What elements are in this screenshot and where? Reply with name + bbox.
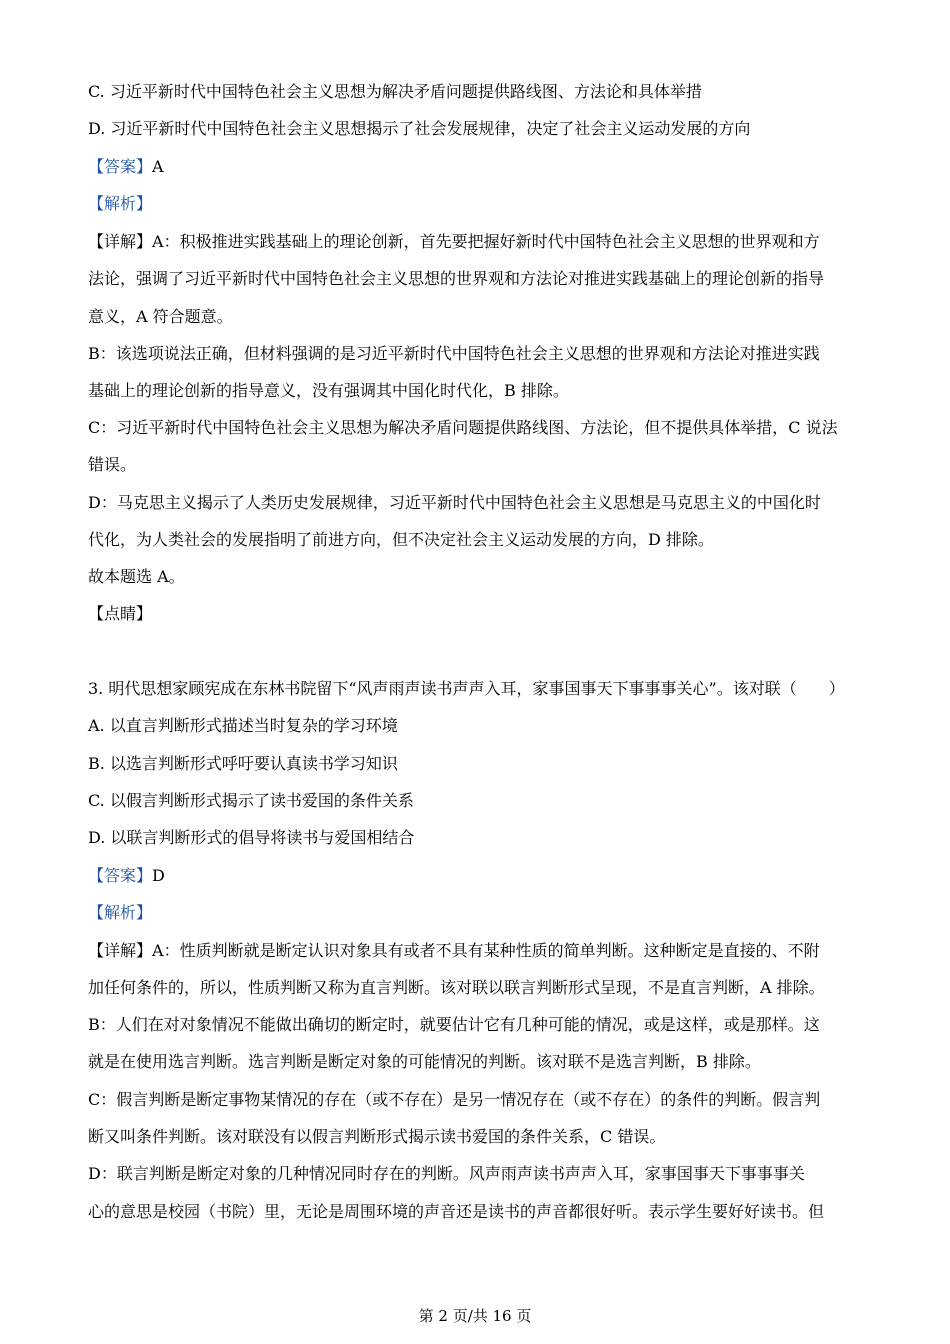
answer-line: [88, 157, 864, 177]
detail-line-6: C：习近平新时代中国特色社会主义思想为解决矛盾问题提供路线图、方法论，但不提供具体举措，C 说法: [88, 418, 838, 437]
q3-detail-text: A：性质判断就是断定认识对象具有或者不具有某种性质的简单判断。这种断定是直接的、不附: [152, 941, 820, 960]
detail-line-9: 代化，为人类社会的发展指明了前进方向，但不决定社会主义运动发展的方向，D 排除。: [88, 530, 714, 549]
detail-text: A：积极推进实践基础上的理论创新，首先要把握好新时代中国特色社会主义思想的世界观和方: [152, 232, 820, 251]
q3-answer-line: [88, 866, 864, 886]
detail-line-10: 故本题选 A。: [88, 567, 185, 586]
detail-line-8: D：马克思主义揭示了人类历史发展规律，习近平新时代中国特色社会主义思想是马克思主义的中国化时: [88, 493, 821, 512]
q3-detail-line-2: 加任何条件的，所以，性质判断又称为直言判断。该对联以联言判断形式呈现，不是直言判断，A 排除。: [88, 978, 825, 997]
q3-detail-line-5: C：假言判断是断定事物某情况的存在（或不存在）是另一情况存在（或不存在）的条件的判断。假言判: [88, 1090, 821, 1109]
q3-detail-line-7: D：联言判断是断定对象的几种情况同时存在的判断。风声雨声读书声声入耳，家事国事天下事事事关: [88, 1164, 805, 1183]
q3-answer-value: D: [152, 866, 165, 885]
q3-option-b: B. 以选言判断形式呼吁要认真读书学习知识: [88, 754, 398, 773]
q3-option-c: C. 以假言判断形式揭示了读书爱国的条件关系: [88, 791, 414, 810]
q3-detail-line-6: 断又叫条件判断。该对联没有以假言判断形式揭示读书爱国的条件关系，C 错误。: [88, 1127, 666, 1146]
q3-detail-line-1: [88, 941, 864, 961]
q3-option-a: A. 以直言判断形式描述当时复杂的学习环境: [88, 716, 398, 735]
detail-line-2: 法论，强调了习近平新时代中国特色社会主义思想的世界观和方法论对推进实践基础上的理论创新的指导: [88, 269, 825, 288]
q3-answer-tag: 【答案】: [88, 866, 153, 885]
detail-line-1: [88, 232, 864, 252]
detail-line-4: B：该选项说法正确，但材料强调的是习近平新时代中国特色社会主义思想的世界观和方法论对推进实践: [88, 344, 820, 363]
question-3-stem: 3. 明代思想家顾宪成在东林书院留下“风声雨声读书声声入耳，家事国事天下事事事关心”。该对联（ ）: [88, 679, 845, 698]
q3-detail-line-4: 就是在使用选言判断。选言判断是断定对象的可能情况的判断。该对联不是选言判断，B 排除。: [88, 1052, 761, 1071]
detail-line-7: 错误。: [88, 455, 137, 474]
q3-detail-line-8: 心的意思是校园（书院）里，无论是周围环境的声音还是读书的声音都很好听。表示学生要好好读书。但: [88, 1202, 825, 1221]
q3-detail-line-3: B：人们在对对象情况不能做出确切的断定时，就要估计它有几种可能的情况，或是这样，或是那样。这: [88, 1015, 820, 1034]
detail-tag: 【详解】: [88, 232, 153, 251]
option-d: D. 习近平新时代中国特色社会主义思想揭示了社会发展规律，决定了社会主义运动发展的方向: [88, 119, 751, 138]
detail-line-3: 意义，A 符合题意。: [88, 307, 233, 326]
detail-line-5: 基础上的理论创新的指导意义，没有强调其中国化时代化，B 排除。: [88, 381, 569, 400]
answer-tag: 【答案】: [88, 157, 153, 176]
comment-tag: 【点睛】: [88, 604, 153, 623]
analysis-tag: 【解析】: [88, 194, 153, 213]
option-c: C. 习近平新时代中国特色社会主义思想为解决矛盾问题提供路线图、方法论和具体举措: [88, 82, 702, 101]
page-footer: 第 2 页/共 16 页: [418, 1307, 532, 1325]
q3-option-d: D. 以联言判断形式的倡导将读书与爱国相结合: [88, 828, 415, 847]
q3-analysis-tag: 【解析】: [88, 903, 153, 922]
q3-detail-tag: 【详解】: [88, 941, 153, 960]
answer-value: A: [152, 157, 164, 176]
